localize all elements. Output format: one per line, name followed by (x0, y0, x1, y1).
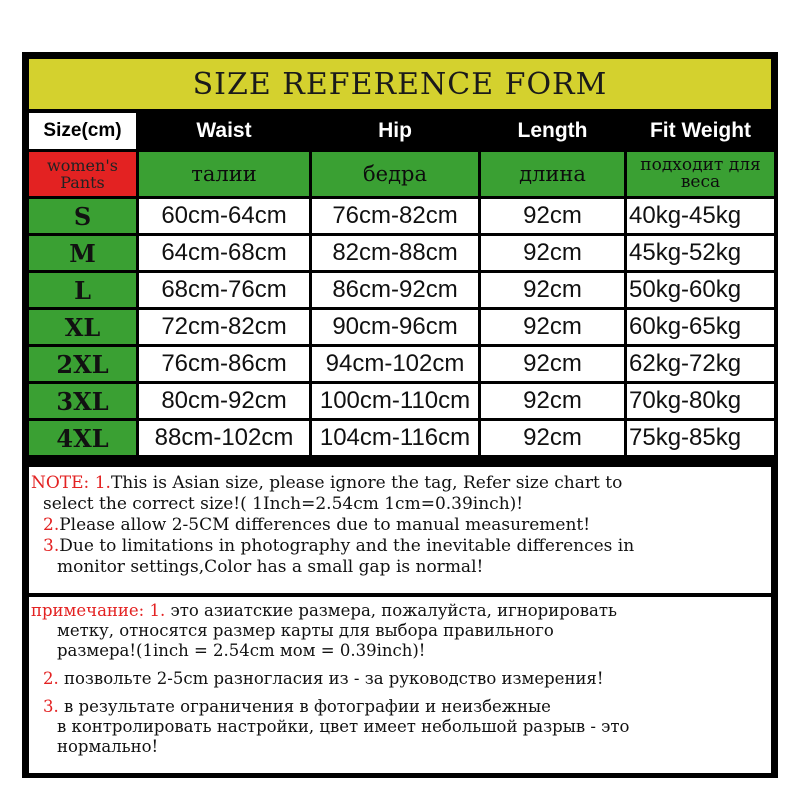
weight-value: 75kg-85kg (627, 421, 774, 455)
header-waist: Waist (139, 113, 309, 149)
note-label: примечание: (31, 601, 145, 620)
length-value: 92cm (481, 199, 624, 233)
note-2 (31, 515, 765, 536)
length-value: 92cm (481, 310, 624, 344)
note-text: Due to limitations in photography and the inevitable differences in (59, 536, 635, 556)
length-value: 92cm (481, 384, 624, 418)
note-text: monitor settings,Color has a small gap is normal! (57, 557, 484, 577)
weight-value: 70kg-80kg (627, 384, 774, 418)
size-table (29, 113, 771, 455)
size-label: 2XL (29, 347, 136, 381)
note-text: это азиатские размера, пожалуйста, игнорировать (165, 601, 617, 620)
length-value: 92cm (481, 347, 624, 381)
size-label: S (29, 199, 136, 233)
note-text: в результате ограничения в фотографии и неизбежные (58, 697, 551, 716)
size-label: M (29, 236, 136, 270)
size-label: 4XL (29, 421, 136, 455)
weight-value: 50kg-60kg (627, 273, 774, 307)
page-title: SIZE REFERENCE FORM (192, 66, 608, 102)
header-ru-womens-pants: women's Pants (29, 152, 136, 196)
note-number: 2. (43, 515, 60, 535)
note-number: 2. (43, 669, 59, 688)
hip-value: 82cm-88cm (312, 236, 478, 270)
length-value: 92cm (481, 421, 624, 455)
note-text: метку, относятся размер карты для выбора правильного (57, 621, 554, 640)
header-ru-length: длина (481, 152, 624, 196)
note-number: 1. (149, 601, 166, 620)
note-ru-2 (31, 669, 765, 689)
note-number: 1. (94, 473, 111, 493)
hip-value: 94cm-102cm (312, 347, 478, 381)
notes-english (29, 467, 771, 593)
waist-value: 60cm-64cm (139, 199, 309, 233)
size-chart-frame (22, 52, 778, 778)
note-ru-3 (31, 697, 765, 717)
header-hip: Hip (312, 113, 478, 149)
weight-value: 60kg-65kg (627, 310, 774, 344)
waist-value: 68cm-76cm (139, 273, 309, 307)
note-text: размера!(1inch = 2.54cm мом = 0.39inch)! (57, 641, 426, 660)
header-fit-weight: Fit Weight (627, 113, 774, 149)
size-label: L (29, 273, 136, 307)
header-ru-fit-weight: подходит для веса (627, 152, 774, 196)
hip-value: 104cm-116cm (312, 421, 478, 455)
note-text: позвольте 2-5cm разногласия из - за руководство измерения! (58, 669, 604, 688)
hip-value: 86cm-92cm (312, 273, 478, 307)
waist-value: 80cm-92cm (139, 384, 309, 418)
note-number: 3. (43, 697, 59, 716)
hip-value: 90cm-96cm (312, 310, 478, 344)
header-ru-waist: талии (139, 152, 309, 196)
waist-value: 72cm-82cm (139, 310, 309, 344)
hip-value: 76cm-82cm (312, 199, 478, 233)
title-bar (29, 59, 771, 109)
hip-value: 100cm-110cm (312, 384, 478, 418)
length-value: 92cm (481, 273, 624, 307)
length-value: 92cm (481, 236, 624, 270)
note-text: This is Asian size, please ignore the tag, Refer size chart to (110, 473, 623, 493)
weight-value: 40kg-45kg (627, 199, 774, 233)
weight-value: 62kg-72kg (627, 347, 774, 381)
header-size: Size(cm) (29, 113, 136, 149)
size-label: 3XL (29, 384, 136, 418)
note-text: Please allow 2-5CM differences due to manual measurement! (59, 515, 591, 535)
note-number: 3. (43, 536, 60, 556)
note-text: select the correct size!( 1Inch=2.54cm 1cm=0.39inch)! (43, 494, 524, 514)
waist-value: 64cm-68cm (139, 236, 309, 270)
note-ru-1 (31, 601, 765, 621)
waist-value: 76cm-86cm (139, 347, 309, 381)
header-length: Length (481, 113, 624, 149)
note-3 (31, 536, 765, 557)
weight-value: 45kg-52kg (627, 236, 774, 270)
header-ru-hip: бедра (312, 152, 478, 196)
note-label: NOTE: (31, 473, 90, 493)
notes-russian (29, 597, 771, 773)
note-text: в контролировать настройки, цвет имеет небольшой разрыв - это (57, 717, 630, 736)
waist-value: 88cm-102cm (139, 421, 309, 455)
note-text: нормально! (57, 737, 159, 756)
note-1 (31, 473, 765, 494)
size-label: XL (29, 310, 136, 344)
